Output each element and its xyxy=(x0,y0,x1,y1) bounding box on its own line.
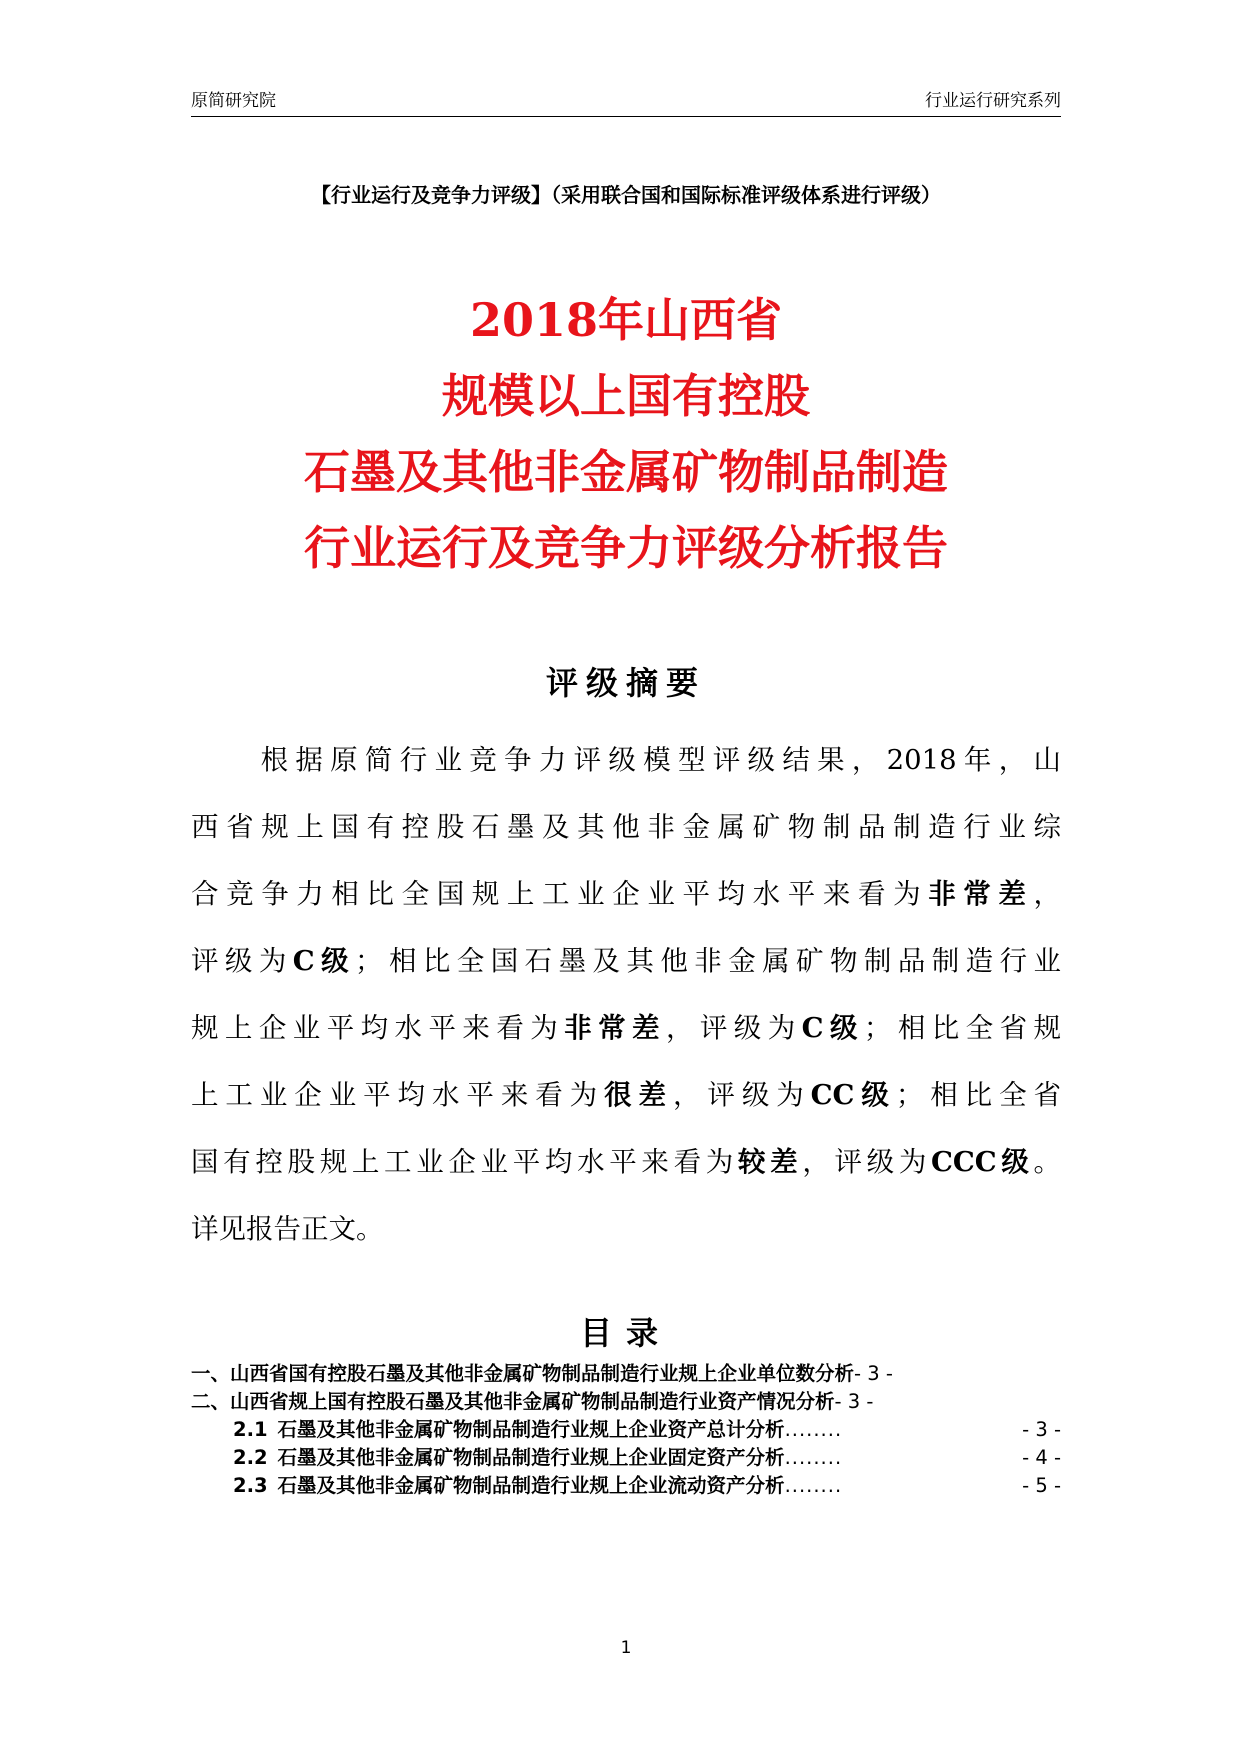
rating-emphasis: 非常差 xyxy=(928,878,1034,910)
summary-text: 合竞争力相比全国规上工业企业平均水平来看为 xyxy=(191,878,929,910)
toc-leader-dots: ........ xyxy=(784,1446,843,1469)
summary-line xyxy=(191,1129,1061,1196)
toc-leader-dots: ........ xyxy=(784,1474,843,1497)
toc-entry-page: - 3 - xyxy=(854,1362,893,1385)
toc-sub-entry-2-1[interactable] xyxy=(191,1416,1061,1444)
toc-sub-number: 2.1 xyxy=(233,1418,268,1441)
rating-emphasis: 很差 xyxy=(604,1079,673,1111)
summary-text: ，评级为 xyxy=(802,1146,932,1178)
title-line-4: 行业运行及竞争力评级分析报告 xyxy=(304,521,948,575)
toc-sub-entry-2-3[interactable] xyxy=(191,1472,1061,1500)
summary-heading: 评级摘要 xyxy=(545,664,706,702)
rating-note: 【行业运行及竞争力评级】（采用联合国和国际标准评级体系进行评级） xyxy=(311,183,941,207)
toc-entry-1[interactable] xyxy=(191,1360,1061,1388)
rating-emphasis: 非常差 xyxy=(564,1012,666,1044)
summary-text: 根据原简行业竞争力评级模型评级结果，2018年，山 xyxy=(191,744,1061,776)
summary-text: ， xyxy=(1033,878,1061,910)
toc-sub-title: 石墨及其他非金属矿物制品制造行业规上企业资产总计分析 xyxy=(277,1418,785,1441)
summary-line xyxy=(191,861,1061,928)
page-number: 1 xyxy=(620,1638,632,1658)
summary-line xyxy=(191,727,1061,794)
summary-text: ；相比全省规 xyxy=(863,1012,1062,1044)
toc-sub-page: - 5 - xyxy=(1022,1474,1061,1497)
summary-text: 详见报告正文。 xyxy=(191,1213,384,1245)
summary-text: 。 xyxy=(1033,1146,1062,1178)
report-title xyxy=(191,282,1061,586)
toc-sub-title: 石墨及其他非金属矿物制品制造行业规上企业固定资产分析 xyxy=(277,1446,785,1469)
rating-emphasis: CCC级 xyxy=(931,1146,1034,1178)
summary-text: ；相比全省 xyxy=(895,1079,1062,1111)
summary-text: ；相比全国石墨及其他非金属矿物制品制造行业 xyxy=(355,945,1062,977)
summary-text: 国有控股规上工业企业平均水平来看为 xyxy=(191,1146,738,1178)
toc-entry-title: 一、山西省国有控股石墨及其他非金属矿物制品制造行业规上企业单位数分析 xyxy=(191,1362,855,1385)
title-line-1: 2018年山西省 xyxy=(469,293,783,347)
summary-text: ，评级为 xyxy=(672,1079,811,1111)
running-header xyxy=(191,88,1061,117)
toc-heading: 目录 xyxy=(579,1314,672,1352)
summary-line xyxy=(191,928,1061,995)
summary-line xyxy=(191,794,1061,861)
summary-text: 规上企业平均水平来看为 xyxy=(191,1012,565,1044)
toc-entry-page: - 3 - xyxy=(834,1390,874,1413)
summary-line xyxy=(191,1062,1061,1129)
summary-text: 评级为 xyxy=(191,945,293,977)
table-of-contents xyxy=(191,1360,1061,1500)
summary-text: 西省规上国有控股石墨及其他非金属矿物制品制造行业综 xyxy=(191,811,1061,843)
toc-leader-dots: ........ xyxy=(784,1418,843,1441)
toc-entry-title: 二、山西省规上国有控股石墨及其他非金属矿物制品制造行业资产情况分析 xyxy=(191,1390,835,1413)
toc-sub-number: 2.2 xyxy=(233,1446,268,1469)
summary-text: 上工业企业平均水平来看为 xyxy=(191,1079,605,1111)
summary-line xyxy=(191,995,1061,1062)
header-series: 行业运行研究系列 xyxy=(925,91,1061,111)
rating-emphasis: 较差 xyxy=(737,1146,803,1178)
rating-emphasis: C级 xyxy=(292,945,356,977)
toc-sub-page: - 4 - xyxy=(1022,1446,1061,1469)
toc-sub-page: - 3 - xyxy=(1022,1418,1061,1441)
rating-emphasis: CC级 xyxy=(810,1079,896,1111)
summary-paragraph xyxy=(191,727,1061,1263)
header-organization: 原简研究院 xyxy=(191,91,276,111)
summary-text: ，评级为 xyxy=(665,1012,802,1044)
toc-sub-number: 2.3 xyxy=(233,1474,268,1497)
toc-entry-2[interactable] xyxy=(191,1388,1061,1416)
title-line-3: 石墨及其他非金属矿物制品制造 xyxy=(304,445,948,499)
summary-line xyxy=(191,1196,1061,1263)
title-line-2: 规模以上国有控股 xyxy=(442,369,810,423)
rating-emphasis: C级 xyxy=(801,1012,864,1044)
toc-sub-entry-2-2[interactable] xyxy=(191,1444,1061,1472)
toc-sub-title: 石墨及其他非金属矿物制品制造行业规上企业流动资产分析 xyxy=(277,1474,785,1497)
